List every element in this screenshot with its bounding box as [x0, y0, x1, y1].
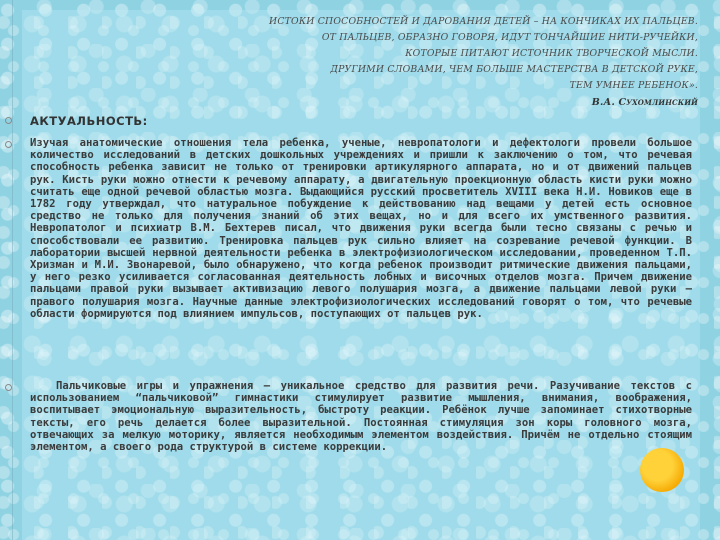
slide-edge-line [12, 0, 13, 540]
section-heading: АКТУАЛЬНОСТЬ: [30, 114, 148, 128]
epigraph-line: КОТОРЫЕ ПИТАЮТ ИСТОЧНИК ТВОРЧЕСКОЙ МЫСЛИ. [405, 48, 698, 59]
epigraph-line: ТЕМ УМНЕЕ РЕБЕНОК». [569, 80, 698, 91]
decorative-circle-icon [640, 448, 684, 492]
paragraph: Пальчиковые игры и упражнения – уникальное средство для развития речи. Разучивание текстов с использованием “пальчиковой” гимнастики стимулирует развитие мышления, внимания, воображения, воспитывает эмоциональную выразительность, быстроту реакции. Ребёнок лучше запоминает стихотворные тексты, его речь делается более выразительной. Постоянная стимуляция зон коры головного мозга, отвечающих за мелкую моторику, является необходимым элементом воздействия. Причём не отдельно стоящим элементом, а своего рода структурой в системе коррекции. [30, 380, 692, 454]
epigraph-line: ДРУГИМИ СЛОВАМИ, ЧЕМ БОЛЬШЕ МАСТЕРСТВА В ДЕТСКОЙ РУКЕ, [330, 64, 698, 75]
epigraph-author: В.А. Сухомлинский [591, 97, 698, 108]
epigraph-line: ОТ ПАЛЬЦЕВ, ОБРАЗНО ГОВОРЯ, ИДУТ ТОНЧАЙШИЕ НИТИ-РУЧЕЙКИ, [321, 32, 698, 43]
bullet-icon [5, 117, 12, 124]
epigraph [138, 14, 698, 111]
bullet-icon [5, 384, 12, 391]
paragraph: Изучая анатомические отношения тела ребенка, ученые, невропатологи и дефектологи провели большое количество исследований в детских дошкольных учреждениях и пришли к заключению о том, что речевая способность ребенка зависит не только от тренировки артикулярного аппарата, но и от движений пальцев рук. Кисть руки можно отнести к речевому аппарату, а двигательную проекционную область кисти руки можно считать еще одной речевой областью мозга. Выдающийся русский просветитель XVIII века Н.И. Новиков еще в 1782 году утверждал, что натуральное побуждение к действованию над вещами у детей есть основное средство не только для получения знаний об этих вещах, но и для всего их умственного развития. Невропатолог и психиатр В.М. Бехтерев писал, что движения руки всегда были тесно связаны с речью и способствовали ее развитию. Тренировка пальцев рук сильно влияет на созревание речевой функции. В лаборатории высшей нервной деятельности ребенка в электрофизиологическом исследовании, проведенном Т.П. Хризман и М.И. Звонаревой, было обнаружено, что когда ребенок производит ритмические движения пальцами, у него резко усиливается согласованная деятельность лобных и височных отделов мозга. Причем движение пальцами правой руки вызывает активизацию левого полушария мозга, а движение пальцами левой руки – правого полушария мозга. Научные данные электрофизиологических исследований говорят о том, что речевые области формируются под влиянием импульсов, поступающих от пальцев рук. [30, 137, 692, 320]
epigraph-line: ИСТОКИ СПОСОБНОСТЕЙ И ДАРОВАНИЯ ДЕТЕЙ – НА КОНЧИКАХ ИХ ПАЛЬЦЕВ. [269, 16, 698, 27]
bullet-icon [5, 141, 12, 148]
